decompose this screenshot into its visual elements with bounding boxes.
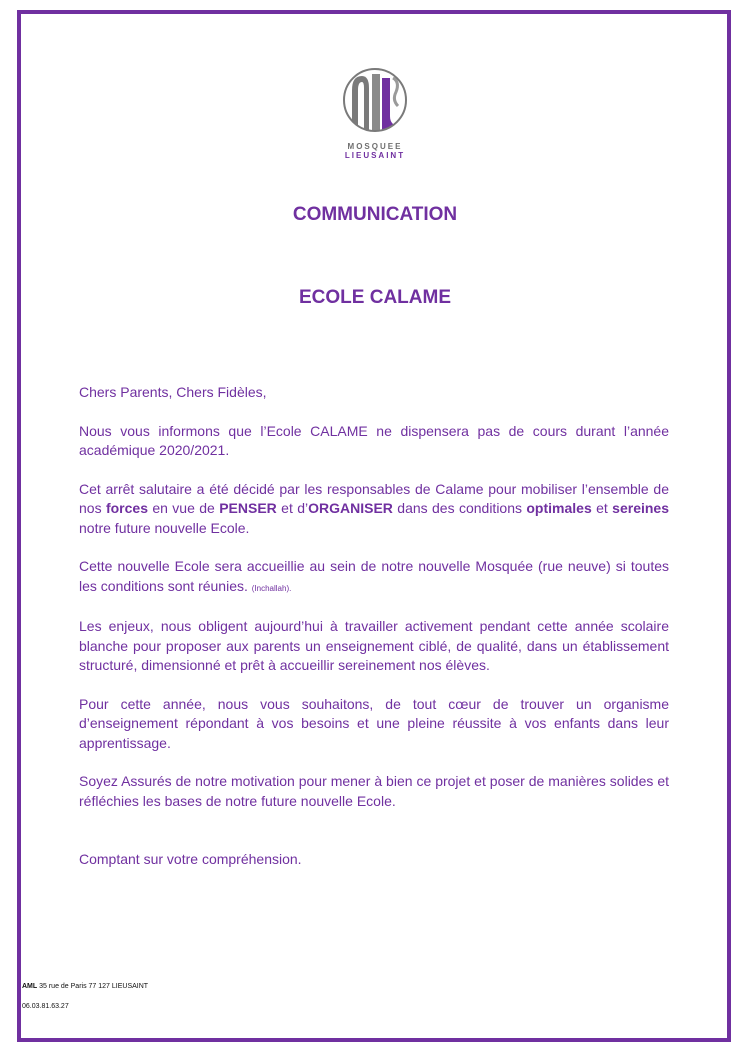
p2-text-6: notre future nouvelle Ecole. bbox=[79, 519, 250, 536]
paragraph-1: Nous vous informons que l’Ecole CALAME ne dispensera pas de cours durant l’année académique 2020/2021. bbox=[79, 422, 669, 458]
footer-address-text: 35 rue de Paris 77 127 LIEUSAINT bbox=[37, 983, 149, 990]
p2-text-5: et bbox=[591, 500, 613, 516]
letter-body bbox=[79, 383, 669, 889]
paragraph-2 bbox=[79, 480, 669, 539]
mosque-logo bbox=[338, 66, 412, 166]
p2-bold-optimales: optimales bbox=[526, 500, 592, 516]
greeting: Chers Parents, Chers Fidèles, bbox=[79, 384, 267, 400]
footer-phone: 06.03.81.63.27 bbox=[22, 1003, 69, 1010]
paragraph-6: Soyez Assurés de notre motivation pour mener à bien ce projet et poser de manières solides et réfléchies les bases de notre future nouvelle Ecole. bbox=[79, 773, 669, 809]
p2-bold-organiser: ORGANISER bbox=[308, 500, 393, 516]
p2-bold-penser: PENSER bbox=[219, 500, 277, 516]
p2-text-2: en vue de bbox=[147, 500, 220, 516]
logo-text-mosquee: MOSQUEE bbox=[347, 142, 403, 151]
footer-org: AML bbox=[22, 983, 38, 990]
p2-text-4: dans des conditions bbox=[392, 500, 527, 516]
p2-text-3: et d’ bbox=[276, 500, 309, 516]
logo-text-lieusaint: LIEUSAINT bbox=[344, 151, 406, 160]
p3-text: Cette nouvelle Ecole sera accueillie au sein de notre nouvelle Mosquée (rue neuve) si toutes les conditions sont réunies. bbox=[79, 558, 669, 594]
footer-address bbox=[22, 983, 148, 990]
page-title: COMMUNICATION bbox=[292, 204, 458, 225]
paragraph-3 bbox=[79, 557, 669, 598]
mosque-logo-icon bbox=[338, 66, 412, 138]
paragraph-5: Pour cette année, nous vous souhaitons, de tout cœur de trouver un organisme d’enseignement répondant à vos besoins et une pleine réussite à vos enfants dans leur apprentissage. bbox=[79, 695, 669, 751]
closing-line: Comptant sur votre compréhension. bbox=[79, 851, 302, 867]
p3-inchallah: (Inchallah). bbox=[251, 583, 292, 593]
p2-bold-sereines: sereines bbox=[612, 500, 669, 516]
p2-bold-forces: forces bbox=[105, 500, 148, 516]
page-subtitle: ECOLE CALAME bbox=[299, 287, 451, 308]
paragraph-4: Les enjeux, nous obligent aujourd’hui à travailler activement pendant cette année scolaire blanche pour proposer aux parents un enseignement ciblé, de qualité, dans un établissement structuré, dimensionné et prêt à accueillir sereinement nos élèves. bbox=[79, 618, 669, 673]
p2-text-1: Cet arrêt salutaire a été décidé par les responsables de Calame pour mobiliser l’ensemble de nos bbox=[79, 480, 669, 516]
